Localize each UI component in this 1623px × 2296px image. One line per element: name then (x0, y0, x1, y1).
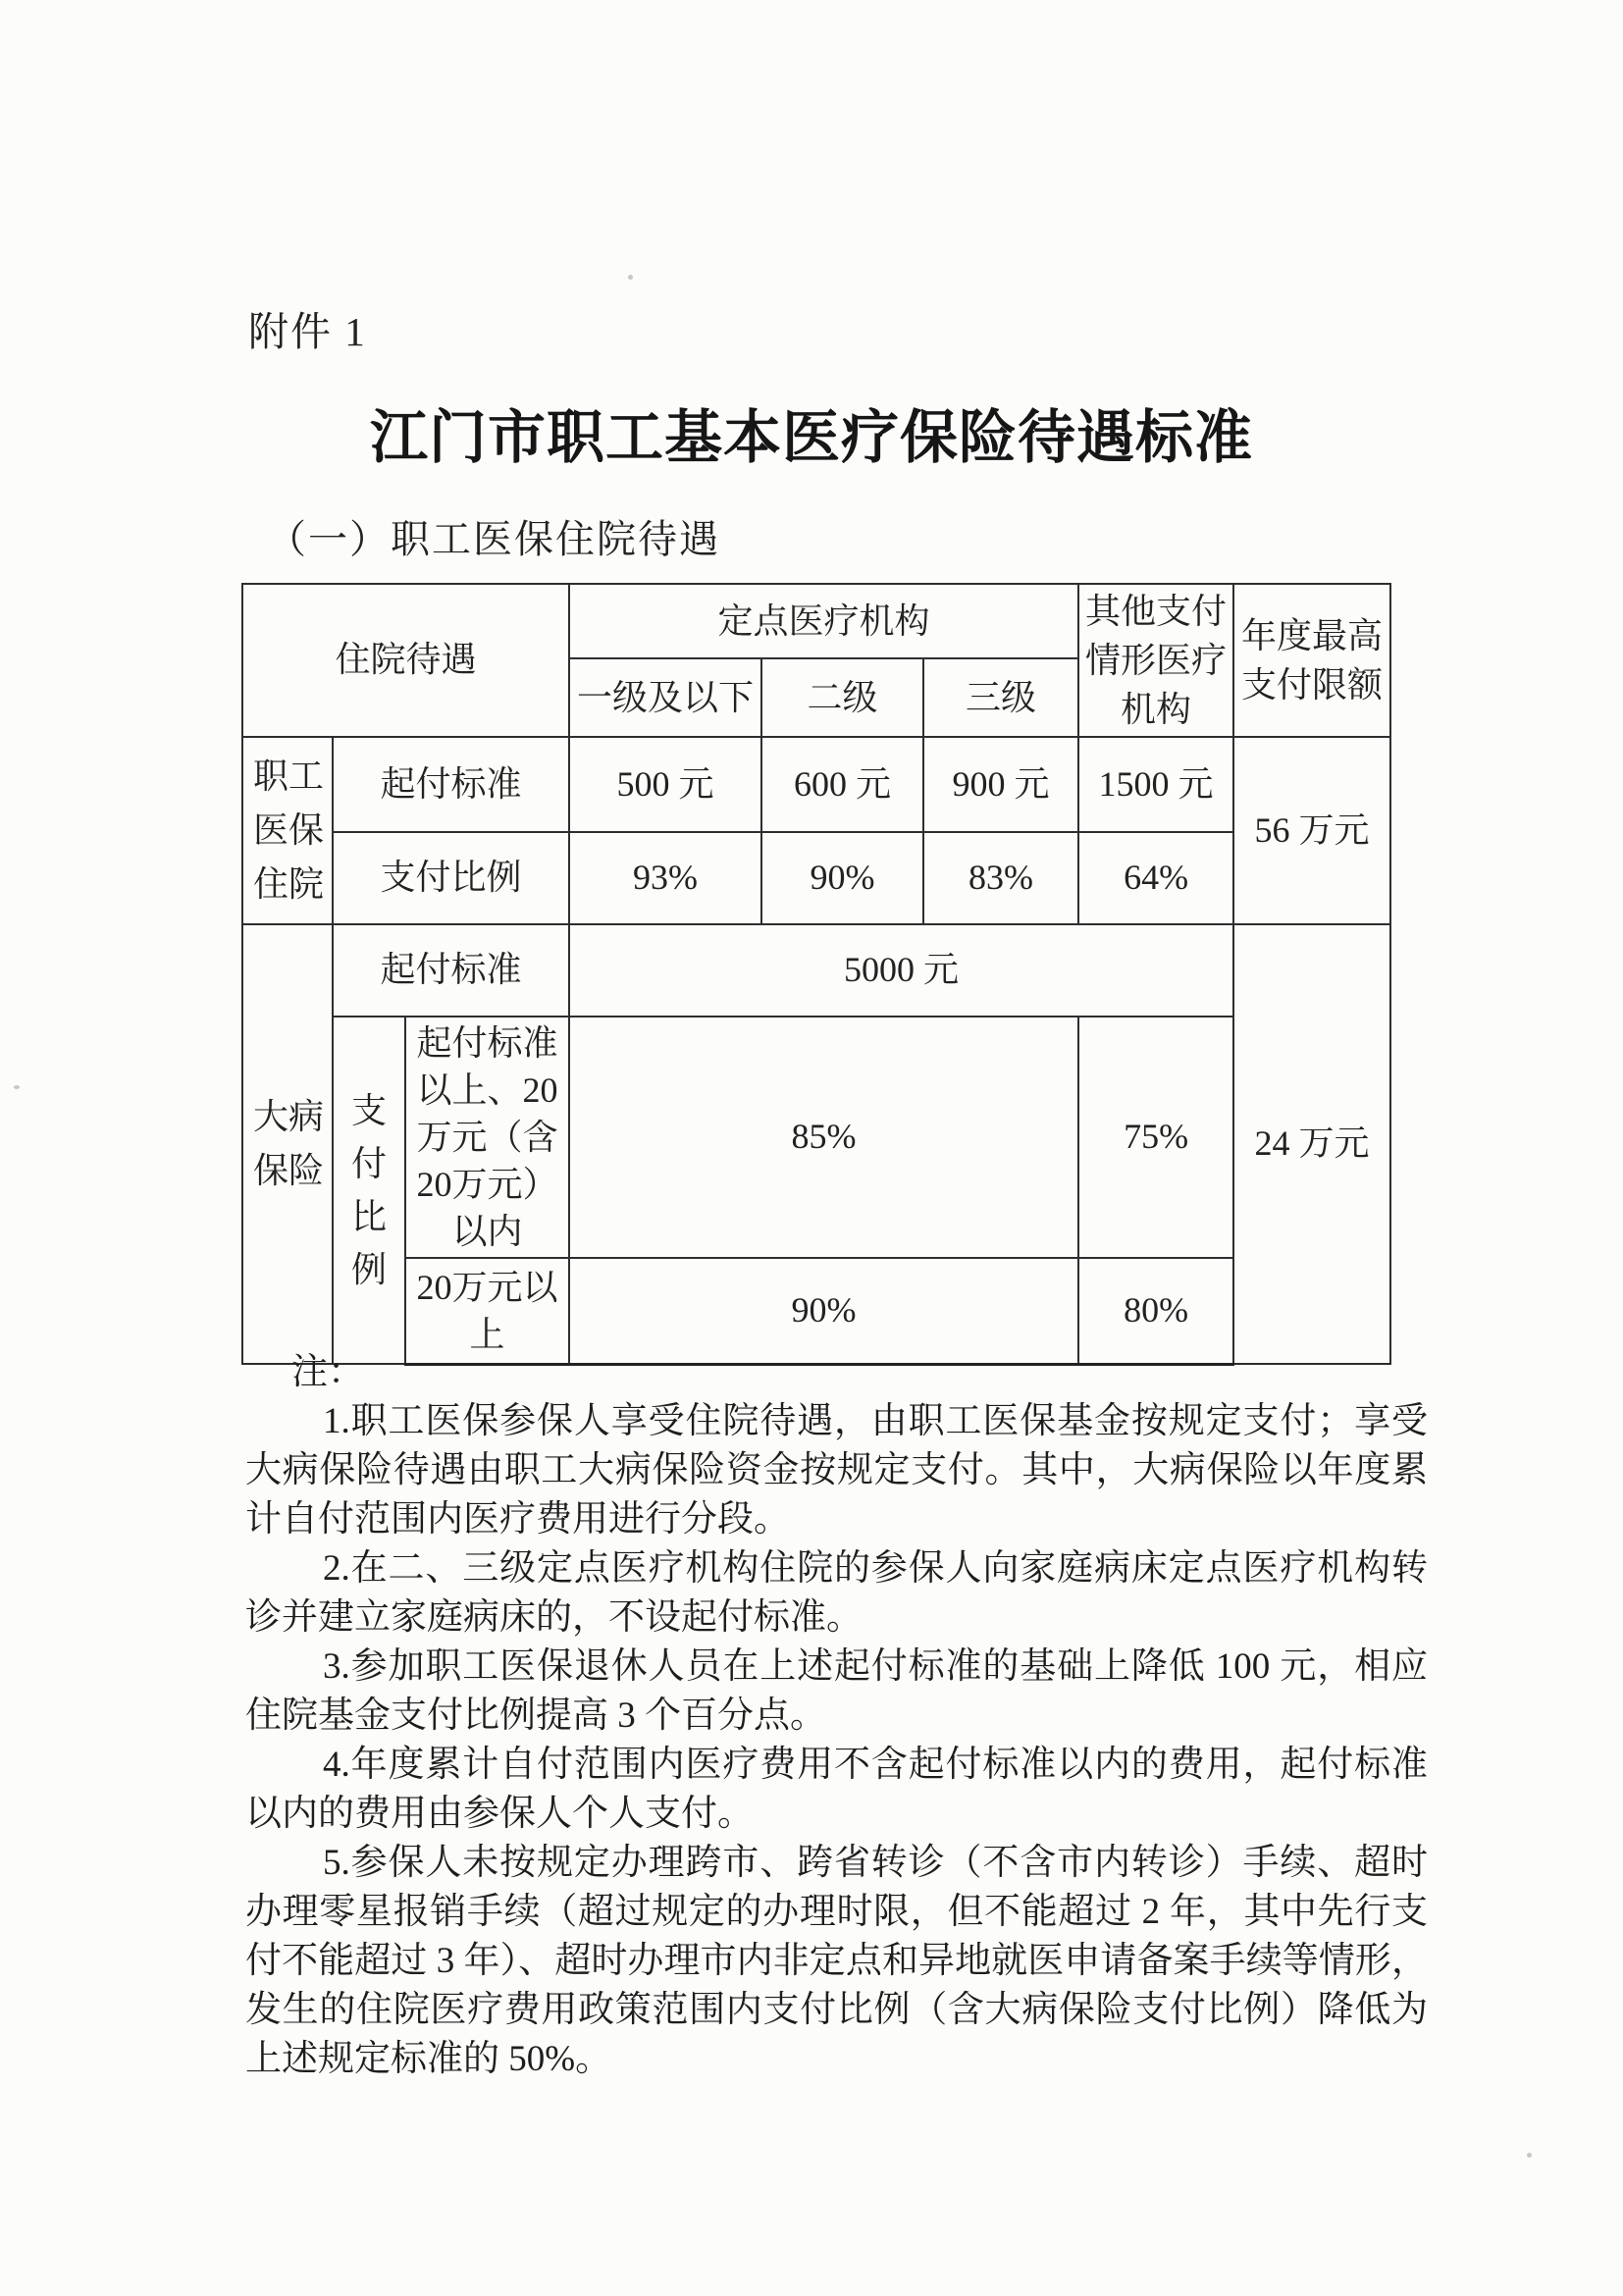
benefits-table (241, 583, 1391, 1366)
section-heading: （一）职工医保住院待遇 (267, 517, 720, 561)
notes-section (245, 1348, 1428, 2084)
header-treatment: 住院待遇 (242, 584, 569, 737)
critical-tier1-other: 75% (1078, 1017, 1233, 1258)
header-annual-max (1233, 584, 1390, 737)
critical-tier1-label-text: 起付标准以上、20万元（含20万元）以内 (416, 1023, 558, 1251)
header-level-3: 三级 (923, 658, 1078, 737)
critical-section-label-text: 大病保险 (252, 1097, 324, 1190)
critical-deductible-label: 起付标准 (333, 924, 569, 1017)
employee-deductible-row (242, 737, 1390, 832)
critical-tier1-label (405, 1017, 569, 1258)
header-row-1 (242, 584, 1390, 658)
header-other-payment-orgs-text: 其他支付情形医疗机构 (1085, 592, 1228, 729)
attachment-label: 附件 1 (248, 309, 367, 354)
note-item-5: 5.参保人未按规定办理跨市、跨省转诊（不含市内转诊）手续、超时办理零星报销手续（超过规定的办理时限，但不能超过 2 年，其中先行支付不能超过 3 年）、超时办理市内非定点和异地就医申请备案手续等情形，发生的住院医疗费用政策范围内支付比例（含大病保险支付比例）降低为上述规定标准的 50%。 (245, 1843, 1428, 2079)
employee-annual-max: 56 万元 (1233, 737, 1390, 924)
header-other-payment-orgs (1078, 584, 1233, 737)
header-level-2: 二级 (761, 658, 923, 737)
scan-speck (1527, 2153, 1532, 2158)
critical-deductible-row (242, 924, 1390, 1017)
employee-deductible-level2: 600 元 (761, 737, 923, 832)
note-item-3: 3.参加职工医保退休人员在上述起付标准的基础上降低 100 元，相应住院基金支付比例提高 3 个百分点。 (245, 1646, 1428, 1736)
header-level-1: 一级及以下 (569, 658, 761, 737)
critical-tier1-row (242, 1017, 1390, 1258)
scan-speck (628, 275, 633, 280)
employee-ratio-level2: 90% (761, 832, 923, 924)
header-designated-orgs: 定点医疗机构 (569, 584, 1078, 658)
employee-deductible-level3: 900 元 (923, 737, 1078, 832)
employee-ratio-other: 64% (1078, 832, 1233, 924)
note-item-1: 1.职工医保参保人享受住院待遇，由职工医保基金按规定支付；享受大病保险待遇由职工大病保险资金按规定支付。其中，大病保险以年度累计自付范围内医疗费用进行分段。 (245, 1401, 1428, 1539)
critical-tier1-designated: 85% (569, 1017, 1078, 1258)
note-item-4: 4.年度累计自付范围内医疗费用不含起付标准以内的费用，起付标准以内的费用由参保人个人支付。 (245, 1745, 1428, 1834)
employee-ratio-level1: 93% (569, 832, 761, 924)
critical-tier2-label-text: 20万元以上 (416, 1267, 558, 1354)
employee-ratio-row (242, 832, 1390, 924)
critical-section-label (242, 924, 333, 1364)
employee-deductible-other: 1500 元 (1078, 737, 1233, 832)
critical-annual-max: 24 万元 (1233, 924, 1390, 1364)
critical-ratio-label (333, 1017, 405, 1364)
note-item-2: 2.在二、三级定点医疗机构住院的参保人向家庭病床定点医疗机构转诊并建立家庭病床的，不设起付标准。 (245, 1548, 1428, 1638)
critical-ratio-label-text: 支付比例 (350, 1091, 387, 1289)
employee-ratio-level3: 83% (923, 832, 1078, 924)
employee-section-label-text: 职工医保住院 (252, 757, 324, 904)
document-title: 江门市职工基本医疗保险待遇标准 (369, 405, 1253, 470)
employee-deductible-level1: 500 元 (569, 737, 761, 832)
critical-tier2-designated: 90% (569, 1258, 1078, 1364)
header-annual-max-text: 年度最高支付限额 (1241, 616, 1384, 704)
employee-deductible-label: 起付标准 (333, 737, 569, 832)
scan-speck (14, 1085, 20, 1089)
employee-ratio-label: 支付比例 (333, 832, 569, 924)
notes-heading: 注： (291, 1352, 364, 1392)
employee-section-label (242, 737, 333, 924)
critical-tier2-other: 80% (1078, 1258, 1233, 1364)
critical-deductible-value: 5000 元 (569, 924, 1233, 1017)
